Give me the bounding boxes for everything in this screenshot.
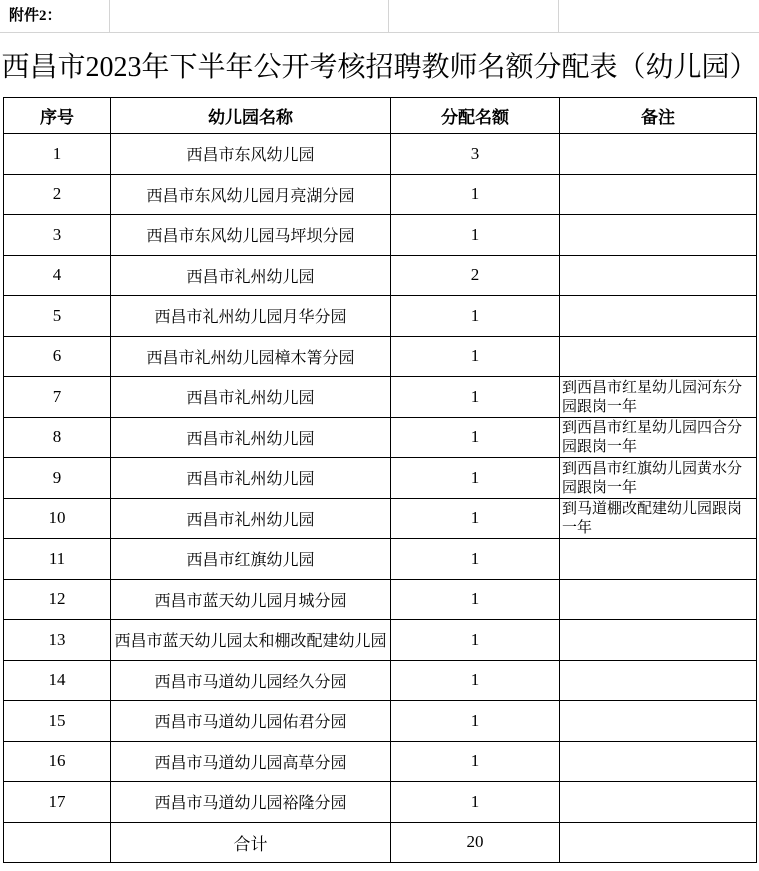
row-number-cell: 17 <box>4 782 111 823</box>
row-number-cell: 4 <box>4 255 111 296</box>
gridline-cell <box>110 0 389 32</box>
quota-cell: 1 <box>391 377 560 418</box>
row-number-cell: 10 <box>4 498 111 539</box>
row-number-cell: 1 <box>4 134 111 175</box>
table-row <box>4 701 757 742</box>
gridline-cell <box>389 0 559 32</box>
header-kindergarten-name: 幼儿园名称 <box>111 98 391 134</box>
table-header-row <box>4 98 757 134</box>
row-number-cell: 16 <box>4 741 111 782</box>
row-number-cell: 2 <box>4 174 111 215</box>
row-number-cell: 5 <box>4 296 111 337</box>
row-number-cell: 12 <box>4 579 111 620</box>
kindergarten-name-cell: 西昌市马道幼儿园经久分园 <box>111 660 391 701</box>
kindergarten-name-cell: 西昌市马道幼儿园佑君分园 <box>111 701 391 742</box>
table-row <box>4 620 757 661</box>
kindergarten-name-cell: 西昌市红旗幼儿园 <box>111 539 391 580</box>
quota-cell: 1 <box>391 620 560 661</box>
row-number-cell: 11 <box>4 539 111 580</box>
remark-cell: 到西昌市红星幼儿园四合分园跟岗一年 <box>560 417 757 458</box>
table-row <box>4 336 757 377</box>
remark-cell: 到西昌市红旗幼儿园黄水分园跟岗一年 <box>560 458 757 499</box>
spreadsheet-gridline-row <box>0 0 759 33</box>
row-number-cell: 8 <box>4 417 111 458</box>
table-row <box>4 741 757 782</box>
quota-cell: 1 <box>391 660 560 701</box>
attachment-label: 附件2： <box>9 8 62 24</box>
quota-cell: 1 <box>391 741 560 782</box>
kindergarten-name-cell: 西昌市东风幼儿园马坪坝分园 <box>111 215 391 256</box>
table-row <box>4 255 757 296</box>
quota-cell: 1 <box>391 215 560 256</box>
quota-cell: 1 <box>391 782 560 823</box>
quota-cell: 3 <box>391 134 560 175</box>
allocation-table <box>3 97 757 863</box>
quota-cell: 1 <box>391 498 560 539</box>
remark-cell <box>560 701 757 742</box>
remark-cell: 到西昌市红星幼儿园河东分园跟岗一年 <box>560 377 757 418</box>
remark-cell <box>560 660 757 701</box>
table-row <box>4 579 757 620</box>
remark-cell <box>560 215 757 256</box>
remark-cell <box>560 620 757 661</box>
kindergarten-name-cell: 西昌市礼州幼儿园月华分园 <box>111 296 391 337</box>
kindergarten-name-cell: 西昌市马道幼儿园高草分园 <box>111 741 391 782</box>
header-remarks: 备注 <box>560 98 757 134</box>
table-row <box>4 417 757 458</box>
quota-cell: 1 <box>391 579 560 620</box>
table-row <box>4 134 757 175</box>
table-row <box>4 377 757 418</box>
quota-cell: 1 <box>391 174 560 215</box>
quota-cell: 1 <box>391 458 560 499</box>
kindergarten-name-cell: 西昌市东风幼儿园 <box>111 134 391 175</box>
total-quota-cell: 20 <box>391 822 560 863</box>
kindergarten-name-cell: 西昌市礼州幼儿园樟木箐分园 <box>111 336 391 377</box>
remark-cell <box>560 336 757 377</box>
total-label-cell: 合计 <box>111 822 391 863</box>
quota-cell: 1 <box>391 701 560 742</box>
kindergarten-name-cell: 西昌市东风幼儿园月亮湖分园 <box>111 174 391 215</box>
row-number-cell: 9 <box>4 458 111 499</box>
row-number-cell: 14 <box>4 660 111 701</box>
table-row <box>4 782 757 823</box>
table-row <box>4 215 757 256</box>
row-number-cell: 13 <box>4 620 111 661</box>
quota-cell: 2 <box>391 255 560 296</box>
remark-cell <box>560 741 757 782</box>
kindergarten-name-cell: 西昌市礼州幼儿园 <box>111 255 391 296</box>
table-row <box>4 174 757 215</box>
gridline-cell <box>0 0 110 32</box>
remark-cell <box>560 255 757 296</box>
row-number-cell: 15 <box>4 701 111 742</box>
remark-cell <box>560 134 757 175</box>
quota-cell: 1 <box>391 417 560 458</box>
kindergarten-name-cell: 西昌市礼州幼儿园 <box>111 498 391 539</box>
page-title: 西昌市2023年下半年公开考核招聘教师名额分配表（幼儿园） <box>1 52 758 83</box>
total-empty-cell <box>4 822 111 863</box>
kindergarten-name-cell: 西昌市蓝天幼儿园太和棚改配建幼儿园 <box>111 620 391 661</box>
kindergarten-name-cell: 西昌市礼州幼儿园 <box>111 377 391 418</box>
table-row <box>4 296 757 337</box>
remark-cell <box>560 782 757 823</box>
remark-cell <box>560 296 757 337</box>
header-serial-number: 序号 <box>4 98 111 134</box>
remark-cell <box>560 539 757 580</box>
row-number-cell: 6 <box>4 336 111 377</box>
quota-cell: 1 <box>391 336 560 377</box>
quota-cell: 1 <box>391 539 560 580</box>
total-row <box>4 822 757 863</box>
header-allocated-quota: 分配名额 <box>391 98 560 134</box>
remark-cell <box>560 579 757 620</box>
table-body <box>4 134 757 863</box>
kindergarten-name-cell: 西昌市礼州幼儿园 <box>111 458 391 499</box>
table-row <box>4 498 757 539</box>
table-row <box>4 660 757 701</box>
row-number-cell: 3 <box>4 215 111 256</box>
quota-cell: 1 <box>391 296 560 337</box>
row-number-cell: 7 <box>4 377 111 418</box>
kindergarten-name-cell: 西昌市马道幼儿园裕隆分园 <box>111 782 391 823</box>
remark-cell: 到马道棚改配建幼儿园跟岗一年 <box>560 498 757 539</box>
title-band <box>0 33 759 97</box>
table-row <box>4 539 757 580</box>
kindergarten-name-cell: 西昌市礼州幼儿园 <box>111 417 391 458</box>
remark-cell <box>560 174 757 215</box>
total-remark-cell <box>560 822 757 863</box>
gridline-cell <box>559 0 759 32</box>
table-row <box>4 458 757 499</box>
kindergarten-name-cell: 西昌市蓝天幼儿园月城分园 <box>111 579 391 620</box>
